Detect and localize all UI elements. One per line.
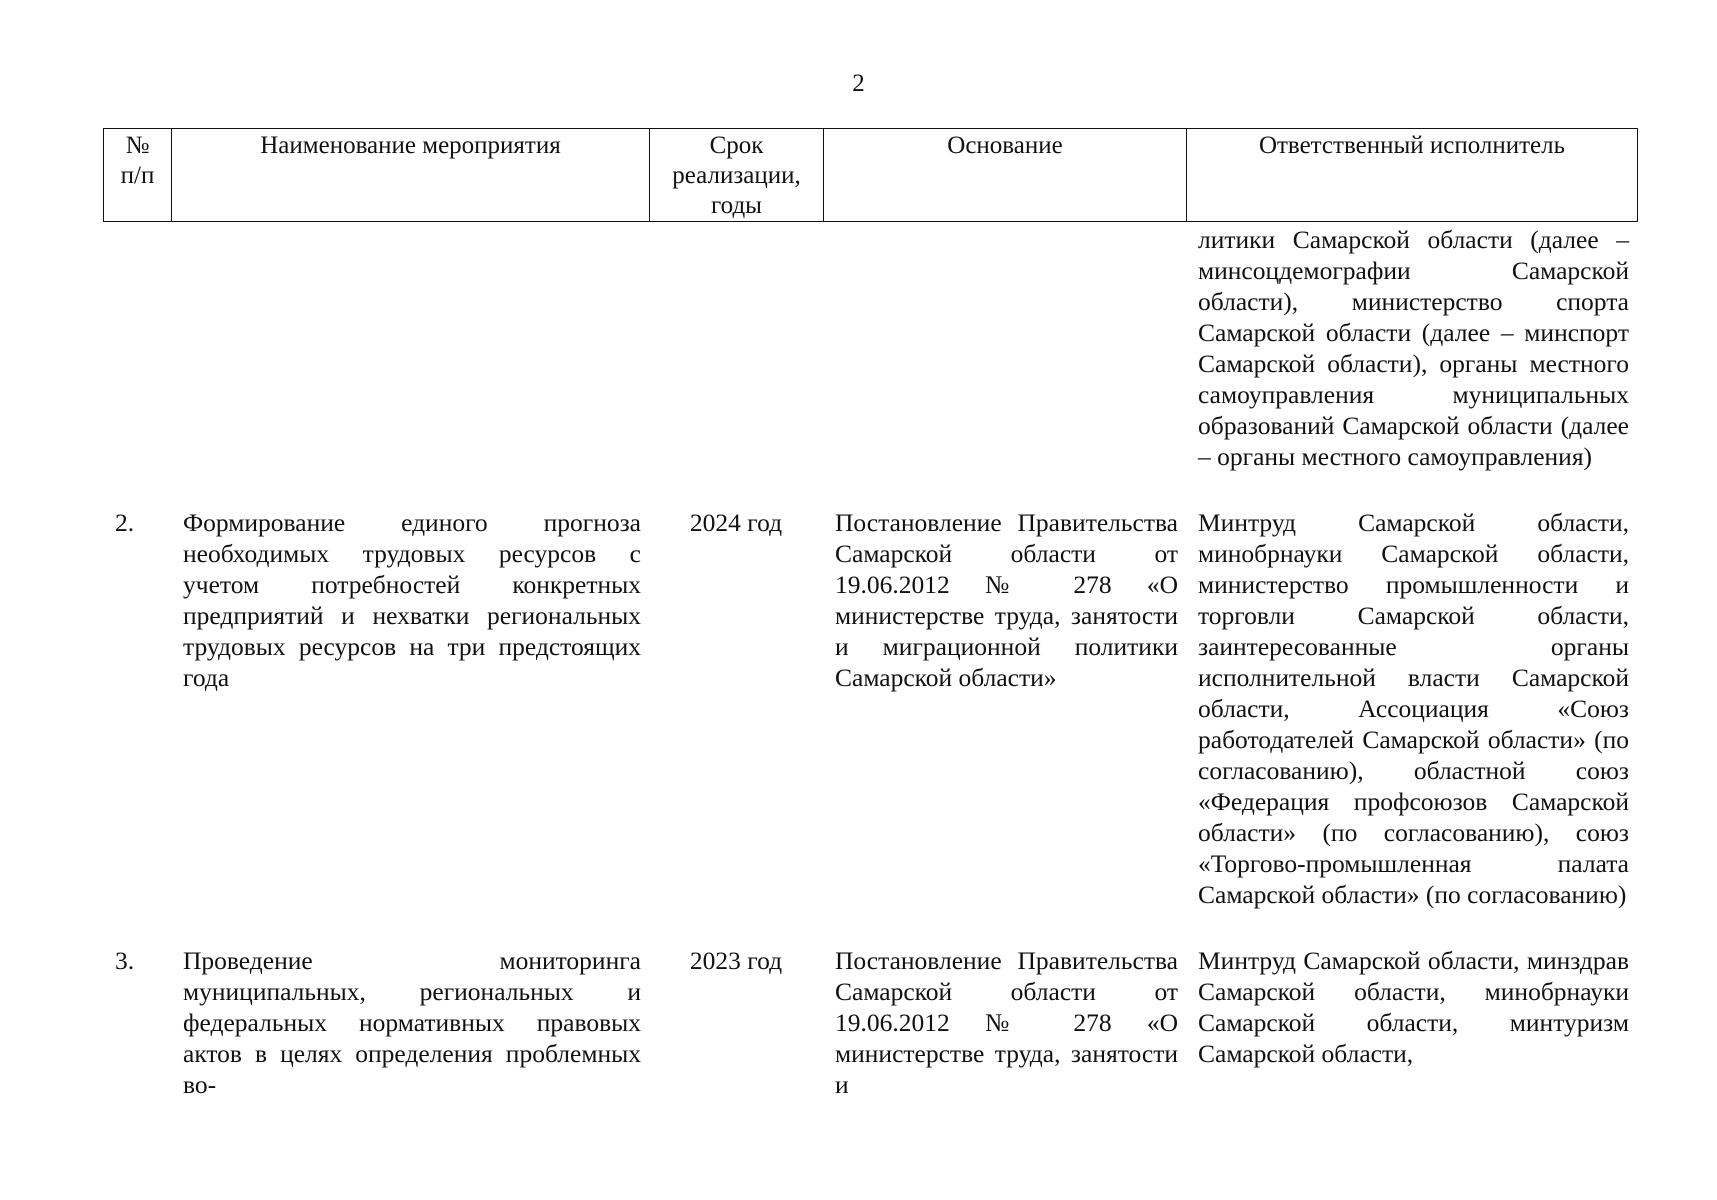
cell-number: 3. [115, 946, 135, 975]
cell-period: 2024 год [689, 508, 783, 537]
header-period-line: Срок [709, 132, 764, 159]
page-number: 2 [852, 70, 865, 97]
header-name [172, 129, 650, 222]
header-period-line: реализации, [672, 162, 801, 189]
table-row-continuation [103, 224, 1637, 472]
header-number-line: п/п [120, 162, 155, 189]
cell-responsible: Минтруд Самарской области, минобрнауки Самарской области, министерство промышленности и торговли Самарской области, заинтересованные органы исполнительной власти Самарской области, Ассоциация «Союз работодателей Самарской области» (по согласованию), областной союз «Федерация профсоюзов Самарской области» (по согласованию), союз «Торгово-промышленная палата Самарской области» (по согласованию) [1198, 508, 1629, 909]
header-basis-label: Основание [947, 132, 1063, 159]
cell-number: 2. [115, 508, 135, 537]
cell-responsible: Минтруд Самарской области, минздрав Самарской области, минобрнауки Самарской области, минтуризм Самарской области, [1198, 946, 1629, 1068]
table-body [103, 224, 1637, 1100]
cell-name: Проведение мониторинга муниципальных, региональных и федеральных нормативных правовых актов в целях определения проблемных во- [183, 946, 641, 1099]
cell-basis: Постановление Правительства Самарской области от 19.06.2012 № 278 «О министерстве труда, занятости и [835, 946, 1178, 1099]
header-responsible-label: Ответственный исполнитель [1258, 132, 1566, 159]
header-period [650, 129, 824, 222]
cell-basis: Постановление Правительства Самарской области от 19.06.2012 № 278 «О министерстве труда, занятости и миграционной политики Самарской области» [835, 508, 1178, 692]
header-basis [824, 129, 1187, 222]
table-row [103, 507, 1637, 910]
cell-period: 2023 год [689, 946, 783, 975]
cell-name: Формирование единого прогноза необходимых трудовых ресурсов с учетом потребностей конкретных предприятий и нехватки региональных трудовых ресурсов на три предстоящих года [183, 508, 641, 692]
header-name-label: Наименование мероприятия [260, 132, 561, 159]
table-header [103, 128, 1638, 222]
cell-responsible: литики Самарской области (далее – минсоцдемографии Самарской области), министерство спорта Самарской области (далее – минспорт Самарской области), органы местного самоуправления муниципальных образований Самарской области (далее – органы местного самоуправления) [1198, 225, 1629, 471]
header-period-line: годы [711, 192, 762, 219]
header-number-line: № [125, 132, 150, 159]
header-responsible [1187, 129, 1638, 222]
header-number [104, 129, 172, 222]
table-row [103, 945, 1637, 1100]
